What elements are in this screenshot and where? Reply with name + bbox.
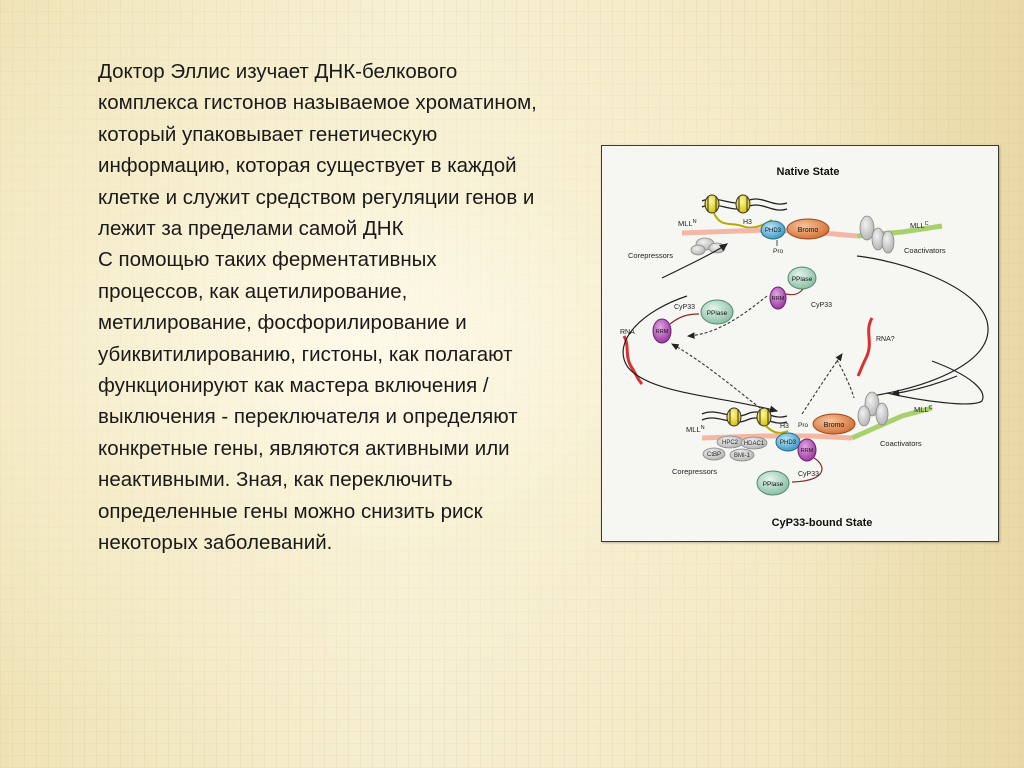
rna-label-left: RNA [620, 329, 635, 336]
hpc2-label: HPC2 [721, 440, 739, 446]
coactivator-blobs-bottom [858, 392, 888, 426]
nucleosome-icon [736, 195, 750, 213]
cyp33-linker-left [670, 314, 699, 324]
corepressors-label-top: Corepressors [628, 251, 674, 260]
dna-strand-bottom [702, 412, 787, 417]
paragraph-intro: Доктор Эллис изучает ДНК-белкового комплекса гистонов называемое хроматином, который упаковывает генетическую информацию, которая существует в каждой клетке и служит средством регуляции генов и лежит за пределами самой ДНК [98, 60, 537, 241]
cycle-arrow-left [623, 296, 777, 411]
bmi1-label: BMI-1 [733, 453, 751, 459]
cycle-arrow-right-lower [887, 361, 983, 404]
mll-n-label-bottom: $MLL^N$ [686, 425, 705, 434]
paragraph-enzymatic: С помощью таких ферментативных процессов, как ацетилирование, метилирование, фосфорилирование и убиквитилированию, гистоны, как полагают функционируют как мастера включения / выключения - переключателя и определяют конкретные гены, являются активными или неактивными. Зная, как переключить определенные гены можно снизить риск некоторых заболеваний. [98, 248, 518, 555]
bromo-label-top: Bromo [797, 227, 819, 234]
h3-label-top: H3 [743, 219, 752, 226]
coactivators-label-bottom: Coactivators [880, 439, 922, 448]
pplase-label-top: PPlase [791, 276, 813, 283]
cycle-arrow-right-upper [857, 256, 988, 396]
pplase-label-left: PPlase [706, 310, 728, 317]
nucleosome-icon [727, 408, 741, 426]
h3-label-bottom: H3 [780, 423, 789, 430]
mll-c-label-top: $MLL^C$ [910, 221, 929, 230]
dashed-arrow-bottom-to-right [802, 354, 842, 414]
rrm-label-top: RRM [771, 296, 785, 302]
pro-label-top: Pro [773, 248, 784, 255]
cyp33-label-left: CyP33 [674, 304, 696, 311]
mll-n-label-top: $MLL^N$ [678, 219, 697, 228]
pro-label-bottom: Pro [798, 422, 809, 429]
rna-question-label: RNA? [876, 336, 895, 343]
ctbp-label: CtBP [706, 452, 722, 458]
mll-c-label-bottom: $MLL^C$ [914, 405, 933, 414]
pplase-label-bottom: PPlase [762, 481, 784, 488]
coactivators-label-top: Coactivators [904, 246, 946, 255]
cyp33-label-top: CyP33 [811, 302, 833, 309]
phd3-label-bottom: PHD3 [779, 440, 797, 446]
native-state-title: Native State [776, 166, 840, 178]
corepressor-blobs-top [691, 238, 725, 255]
rrm-label-left: RRM [655, 329, 669, 335]
dna-strand-bottom-2 [702, 418, 787, 423]
cyp33-label-bottom: CyP33 [798, 471, 820, 478]
chromatin-diagram [602, 146, 998, 541]
hdac1-label: HDAC1 [743, 441, 765, 447]
slide-text [98, 56, 538, 559]
corepressors-label-bottom: Corepressors [672, 467, 718, 476]
rna-strand-right [858, 318, 872, 376]
cycle-arrow-to-bottom [892, 376, 957, 394]
phd3-label-top: PHD3 [764, 228, 782, 234]
cyp33-bound-state-title: CyP33-bound State [771, 517, 873, 529]
dashed-arrow-right-return [837, 360, 854, 398]
chromatin-diagram-frame [601, 145, 999, 542]
cyp33-linker-top [786, 289, 803, 295]
coactivator-blobs-top [860, 216, 894, 253]
bromo-label-bottom: Bromo [823, 422, 845, 429]
nucleosome-icon [705, 195, 719, 213]
rrm-label-bottom: RRM [800, 448, 814, 454]
nucleosome-icon [757, 408, 771, 426]
cyp33-linker-bottom [792, 458, 822, 482]
